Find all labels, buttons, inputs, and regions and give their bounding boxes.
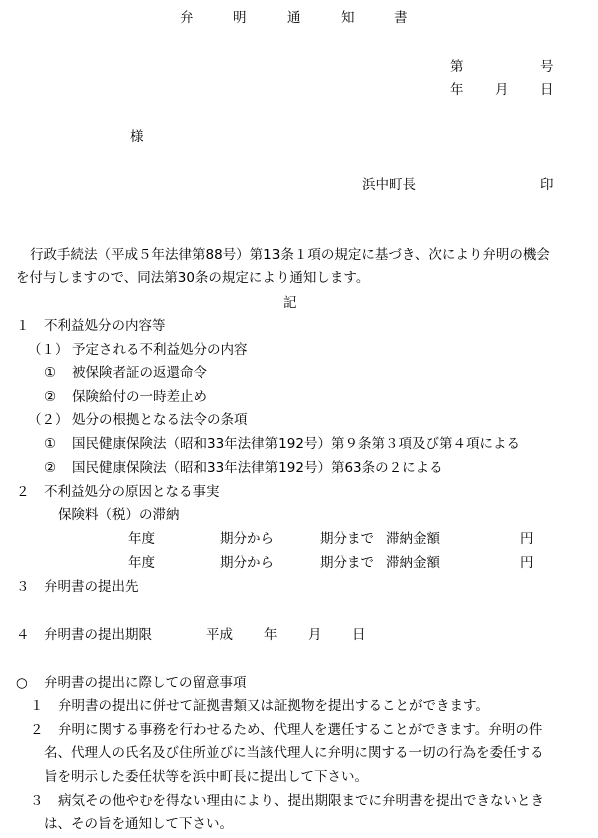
note-2-line-1: 弁明に関する事務を行わせるため、代理人を選任することができます。弁明の件 xyxy=(58,722,543,738)
title-char: 通 xyxy=(287,10,301,26)
arrears-unit: 円 xyxy=(520,531,534,547)
section-1-number: １ xyxy=(16,318,30,334)
arrears-to: 期分まで xyxy=(320,555,374,571)
deadline-month: 月 xyxy=(308,627,322,643)
note-2-line-3: 旨を明示した委任状等を浜中町長に提出して下さい。 xyxy=(44,769,368,785)
date-month: 月 xyxy=(495,82,509,98)
doc-number-suffix: 号 xyxy=(540,59,554,75)
arrears-from: 期分から xyxy=(220,531,274,547)
title-char: 弁 xyxy=(180,10,194,26)
notes-bullet: ○ xyxy=(16,675,28,691)
date-day: 日 xyxy=(540,82,554,98)
intro-line-2: を付与しますので、同法第30条の規定により通知します。 xyxy=(16,270,370,286)
note-3-line-1: 病気その他やむを得ない理由により、提出期限までに弁明書を提出できないとき xyxy=(58,793,544,809)
note-1-number: １ xyxy=(30,698,44,714)
list-item: 保険給付の一時差止め xyxy=(72,389,207,405)
arrears-label: 滞納金額 xyxy=(386,555,440,571)
section-4-heading: 弁明書の提出期限 xyxy=(44,627,152,643)
list-item-mark: ② xyxy=(44,389,57,405)
list-item: 国民健康保険法（昭和33年法律第192号）第63条の２による xyxy=(72,460,443,476)
section-2-heading: 不利益処分の原因となる事実 xyxy=(44,484,220,500)
deadline-era: 平成 xyxy=(206,627,233,643)
sub-1-number: （１） xyxy=(28,342,69,358)
date-year: 年 xyxy=(450,82,464,98)
sub-2-heading: 処分の根拠となる法令の条項 xyxy=(72,412,248,428)
sub-2-number: （２） xyxy=(28,412,69,428)
list-item: 国民健康保険法（昭和33年法律第192号）第９条第３項及び第４項による xyxy=(72,436,520,452)
section-1-heading: 不利益処分の内容等 xyxy=(44,318,166,334)
seal-mark: 印 xyxy=(540,177,554,193)
ki-heading: 記 xyxy=(283,295,297,311)
note-3-number: ３ xyxy=(30,793,44,809)
list-item-mark: ① xyxy=(44,365,57,381)
arrears-to: 期分まで xyxy=(320,531,374,547)
title-char: 書 xyxy=(394,10,408,26)
doc-number-prefix: 第 xyxy=(450,59,464,75)
arrears-label: 滞納金額 xyxy=(386,531,440,547)
note-2-number: ２ xyxy=(30,722,44,738)
arrears-from: 期分から xyxy=(220,555,274,571)
title-char: 知 xyxy=(341,10,355,26)
list-item-mark: ② xyxy=(44,460,57,476)
list-item-mark: ① xyxy=(44,436,57,452)
section-2-number: ２ xyxy=(16,484,30,500)
addressee-suffix: 様 xyxy=(130,129,144,145)
section-2-subheading: 保険料（税）の滞納 xyxy=(58,507,180,523)
deadline-year: 年 xyxy=(264,627,278,643)
section-3-heading: 弁明書の提出先 xyxy=(44,579,139,595)
arrears-unit: 円 xyxy=(520,555,534,571)
notes-heading: 弁明書の提出に際しての留意事項 xyxy=(44,675,247,691)
sender-name: 浜中町長 xyxy=(362,177,416,193)
list-item: 被保険者証の返還命令 xyxy=(72,365,207,381)
sub-1-heading: 予定される不利益処分の内容 xyxy=(72,342,248,358)
title-char: 明 xyxy=(233,10,247,26)
intro-line-1: 行政手続法（平成５年法律第88号）第13条１項の規定に基づき、次により弁明の機会 xyxy=(30,247,550,263)
note-3-line-2: は、その旨を通知して下さい。 xyxy=(44,816,233,832)
note-1-text: 弁明書の提出に併せて証拠書類又は証拠物を提出することができます。 xyxy=(58,698,489,714)
deadline-day: 日 xyxy=(352,627,366,643)
note-2-line-2: 名、代理人の氏名及び住所並びに当該代理人に弁明に関する一切の行為を委任する xyxy=(44,745,544,761)
arrears-nendo: 年度 xyxy=(128,555,155,571)
section-4-number: ４ xyxy=(16,627,30,643)
section-3-number: ３ xyxy=(16,579,30,595)
arrears-nendo: 年度 xyxy=(128,531,155,547)
